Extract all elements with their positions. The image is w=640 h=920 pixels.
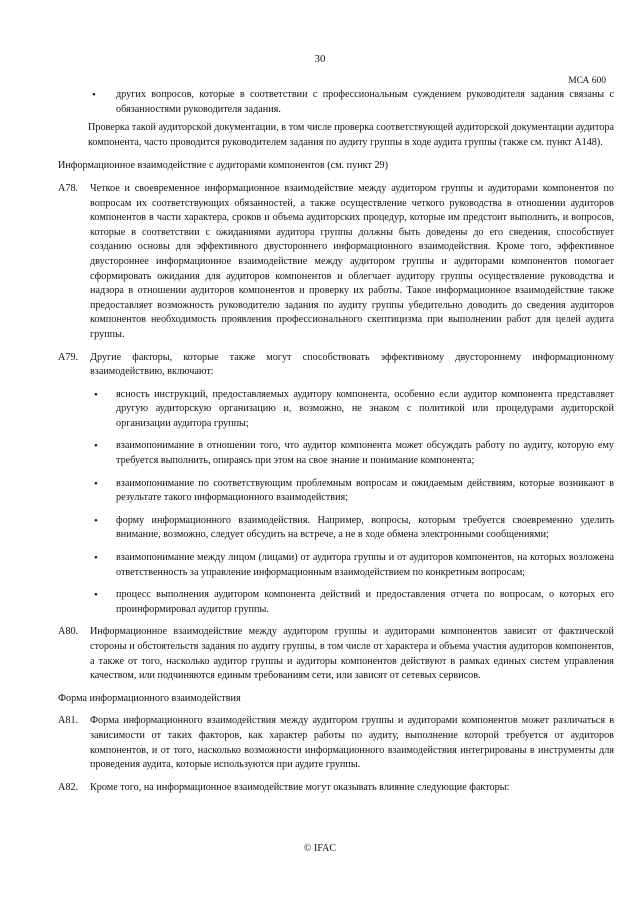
list-item bbox=[58, 551, 614, 580]
paragraph-number: A81. bbox=[58, 715, 79, 727]
paragraph-text: Форма информационного взаимодействия между аудитором группы и аудиторами компонентов может различаться в зависимости от таких факторов, как характер работы по аудиту, выполнение которой требуется от аудиторов компонентов, и от того, насколько возможности информационного взаимодействия интегрированы в инструменты для проведения аудита, которые используются при аудите группы. bbox=[90, 715, 614, 771]
intro-bullet-text: других вопросов, которые в соответствии с профессиональным суждением руководителя задания связаны с обязанностями руководителя задания. bbox=[116, 89, 614, 115]
page-body bbox=[58, 88, 614, 803]
page-number: 30 bbox=[314, 53, 326, 65]
paragraph-number: A82. bbox=[58, 781, 79, 793]
paragraph-a78 bbox=[58, 182, 614, 343]
section-heading-communication: Информационное взаимодействие с аудиторами компонентов (см. пункт 29) bbox=[58, 160, 389, 172]
paragraph-number: A79. bbox=[58, 351, 79, 363]
list-item bbox=[58, 388, 614, 432]
footer-copyright: © IFAC bbox=[303, 843, 337, 854]
list-item-text: взаимопонимание в отношении того, что аудитор компонента может обсуждать работу по аудиту, которую ему требуется выполнить, опираясь при этом на свое знание и понимание компонента; bbox=[116, 440, 614, 467]
paragraph-a80 bbox=[58, 625, 614, 683]
bullet-icon: • bbox=[94, 477, 98, 490]
paragraph-a81 bbox=[58, 714, 614, 772]
paragraph-number: A78. bbox=[58, 182, 79, 194]
list-item bbox=[58, 477, 614, 506]
section-heading-form: Форма информационного взаимодействия bbox=[58, 692, 241, 704]
intro-paragraph: Проверка такой аудиторской документации, в том числе проверка соответствующей аудиторской документации аудитора компонента, часто проводится руководителем задания по аудиту группы в ходе аудита группы (также см. пункт A148). bbox=[88, 122, 614, 148]
bullet-icon: • bbox=[94, 440, 98, 453]
paragraph-text: Четкое и своевременное информационное взаимодействие между аудитором группы и аудиторами компонентов по вопросам их соответствующих обязанностей, а также осуществление четкого руководства в отношении аудиторов компонентов в части характера, сроков и объема аудиторских процедур, которые им предстоит выполнить, и вопросов, которые в соответствии с ожиданиями аудитора группы должны быть доведены до его сведения, способствует созданию основы для эффективного двустороннего информационного взаимодействия. Кроме того, эффективное двустороннее информационное взаимодействие между аудитором группы и аудиторами компонентов помогает сформировать ожидания для аудиторов компонентов и облегчает аудитору группы осуществление руководства и надзора в отношении аудиторов компонентов и проверку их работы. Такое информационное взаимодействие также предоставляет возможность руководителю задания по аудиту группы убедительно доводить до сведения аудиторов компонентов необходимость проявления профессионального скептицизма при выполнении работ для целей аудита группы. bbox=[90, 182, 614, 340]
bullet-icon: • bbox=[94, 589, 98, 602]
paragraph-number: A80. bbox=[58, 626, 79, 638]
paragraph-text: Другие факторы, которые также могут способствовать эффективному двустороннему информационному взаимодействию, включают: bbox=[90, 351, 614, 378]
paragraph-text: Кроме того, на информационное взаимодействие могут оказывать влияние следующие факторы: bbox=[90, 781, 510, 793]
list-item bbox=[58, 514, 614, 543]
bullet-icon: • bbox=[94, 388, 98, 401]
document-code: МСА 600 bbox=[568, 76, 606, 86]
paragraph-a82 bbox=[58, 781, 614, 796]
bullet-icon: • bbox=[94, 514, 98, 527]
bullet-icon: • bbox=[94, 552, 98, 565]
list-item bbox=[58, 588, 614, 617]
list-item-text: взаимопонимание по соответствующим проблемным вопросам и ожидаемым действиям, которые возникают в результате такого информационного взаимодействия; bbox=[116, 477, 614, 504]
list-item-text: взаимопонимание между лицом (лицами) от аудитора группы и от аудиторов компонентов, на которых возложена ответственность за управление информационным взаимодействием по конкретным вопросам; bbox=[116, 552, 614, 578]
paragraph-a79 bbox=[58, 351, 614, 380]
list-item-text: ясность инструкций, предоставляемых аудитору компонента, особенно если аудитор компонента представляет другую аудиторскую организацию и, возможно, не знаком с политикой или процедурами аудиторской организации аудитора группы; bbox=[116, 388, 614, 429]
bullet-icon: • bbox=[92, 89, 96, 101]
list-item-text: форму информационного взаимодействия. Например, вопросы, которым требуется своевременно уделить внимание, возможно, следует обсудить на встрече, а не в ходе обмена электронными сообщениями; bbox=[116, 514, 614, 541]
intro-bullet bbox=[58, 88, 614, 117]
list-item-text: процесс выполнения аудитором компонента действий и предоставления отчета по вопросам, о которых его проинформировал аудитор группы. bbox=[116, 589, 614, 615]
paragraph-text: Информационное взаимодействие между аудитором группы и аудиторами компонентов зависит от фактической стороны и обстоятельств задания по аудиту группы, в том числе от характера и объема участия аудиторов компонентов, а также от того, насколько аудитор группы и аудиторы компонентов действуют в рамках единых систем управления качеством, или подчиняются единым требованиям сети, или зависят от сетевых сервисов. bbox=[90, 626, 614, 682]
list-item bbox=[58, 439, 614, 468]
